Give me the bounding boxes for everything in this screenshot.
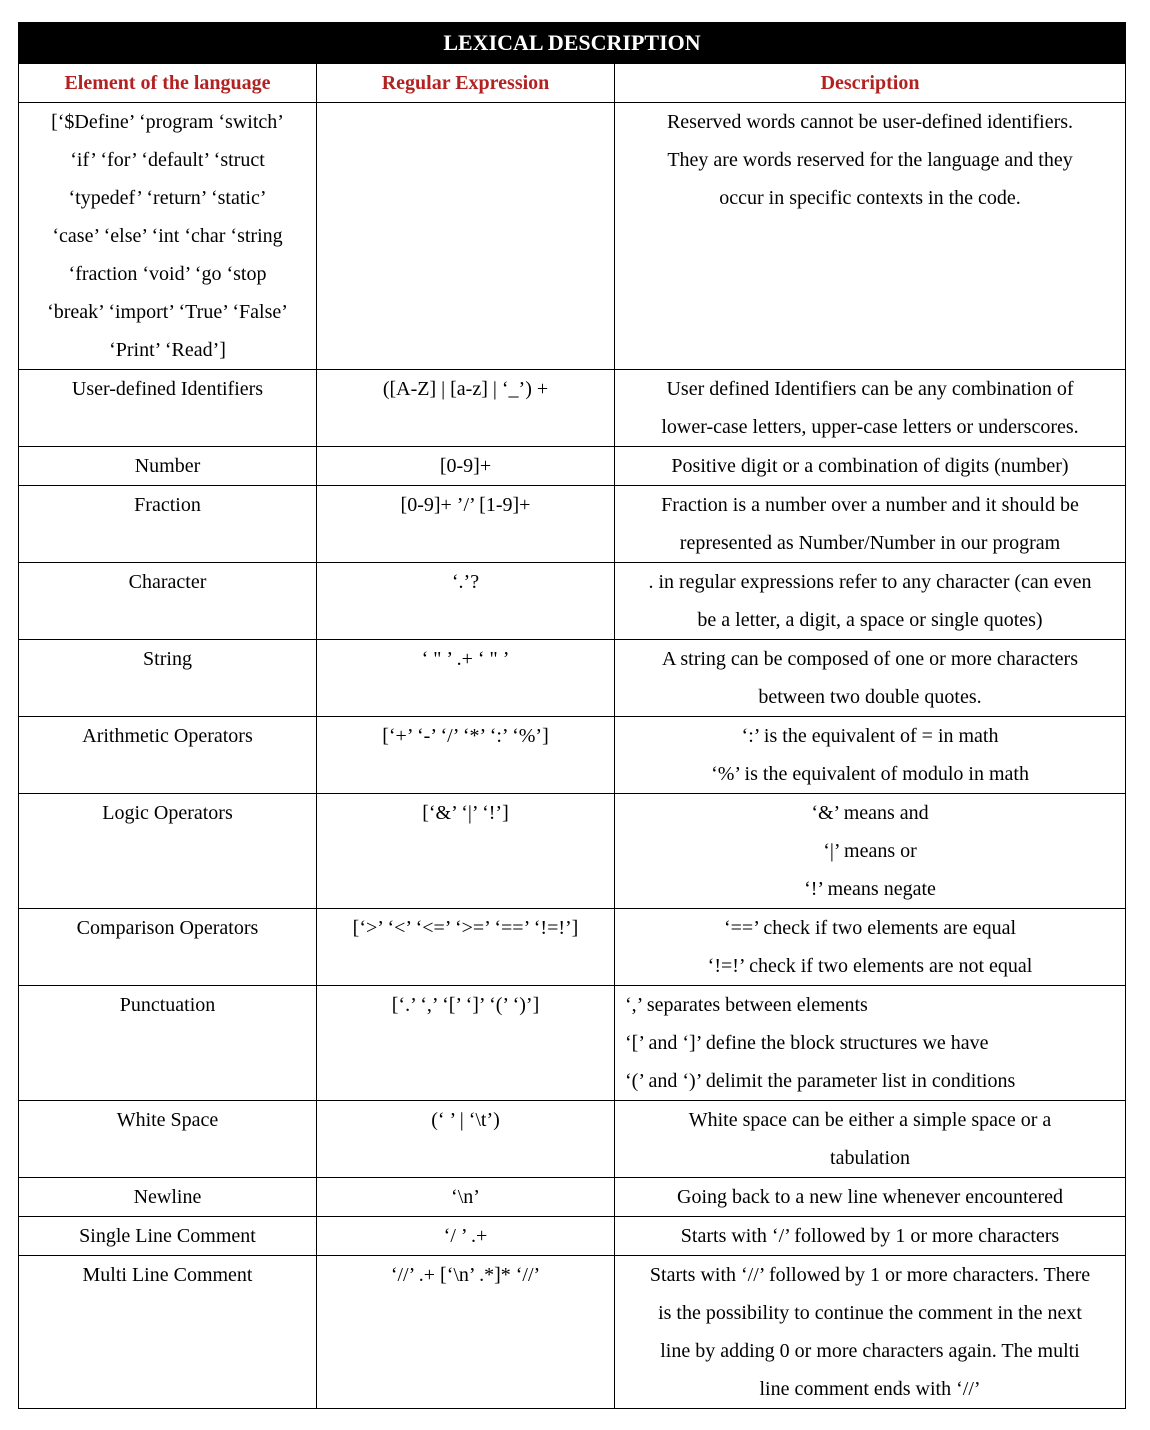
regex-cell	[317, 794, 615, 909]
description-line: Going back to a new line whenever encountered	[677, 1186, 1063, 1208]
description-cell	[615, 103, 1126, 370]
regex-cell	[317, 486, 615, 563]
description-cell	[615, 640, 1126, 717]
regex-cell	[317, 563, 615, 640]
element-cell	[19, 717, 317, 794]
regex-line: ‘\n’	[451, 1186, 480, 1208]
description-cell	[615, 1178, 1126, 1217]
element-cell	[19, 986, 317, 1101]
title-row	[19, 23, 1126, 64]
table-row	[19, 909, 1126, 986]
description-line: ‘(’ and ‘)’ delimit the parameter list in conditions	[625, 1070, 1016, 1092]
element-cell	[19, 1101, 317, 1178]
table-row	[19, 103, 1126, 370]
description-line: ‘%’ is the equivalent of modulo in math	[711, 763, 1029, 785]
description-line: ‘[’ and ‘]’ define the block structures we have	[625, 1032, 989, 1054]
table-row	[19, 986, 1126, 1101]
description-line: Starts with ‘//’ followed by 1 or more characters. There	[649, 1264, 1091, 1286]
description-line: ‘|’ means or	[823, 840, 917, 862]
description-cell	[615, 1217, 1126, 1256]
regex-line: [0-9]+	[439, 455, 492, 477]
element-cell	[19, 1256, 317, 1409]
regex-cell	[317, 909, 615, 986]
regex-line: ([A-Z] | [a-z] | ‘_’) +	[382, 378, 549, 400]
regex-line: ‘.’?	[451, 571, 480, 593]
element-line: ‘fraction ‘void’ ‘go ‘stop	[68, 263, 267, 285]
table-row	[19, 794, 1126, 909]
element-cell	[19, 486, 317, 563]
table-body	[19, 103, 1126, 1409]
description-line: They are words reserved for the language and they	[667, 149, 1073, 171]
description-line: Reserved words cannot be user-defined identifiers.	[666, 111, 1074, 133]
element-line: [‘$Define’ ‘program ‘switch’	[51, 111, 284, 133]
description-cell	[615, 1256, 1126, 1409]
regex-cell	[317, 447, 615, 486]
element-line: Punctuation	[119, 994, 216, 1016]
header-element: Element of the language	[19, 64, 317, 103]
element-cell	[19, 563, 317, 640]
description-line: ‘!’ means negate	[804, 878, 936, 900]
description-line: ‘&’ means and	[811, 802, 929, 824]
description-line: ‘:’ is the equivalent of = in math	[741, 725, 999, 747]
description-cell	[615, 794, 1126, 909]
regex-cell	[317, 370, 615, 447]
table-row	[19, 1101, 1126, 1178]
regex-line: (‘ ’ | ‘\t’)	[431, 1109, 500, 1131]
description-cell	[615, 1101, 1126, 1178]
description-cell	[615, 717, 1126, 794]
header-regex: Regular Expression	[317, 64, 615, 103]
element-line: White Space	[116, 1109, 219, 1131]
element-cell	[19, 370, 317, 447]
lexical-description-table	[18, 22, 1126, 1409]
element-line: Newline	[133, 1186, 202, 1208]
element-cell	[19, 794, 317, 909]
element-line: Single Line Comment	[79, 1225, 256, 1247]
description-line: ‘!=!’ check if two elements are not equal	[707, 955, 1033, 977]
element-line: ‘break’ ‘import’ ‘True’ ‘False’	[47, 301, 288, 323]
element-cell	[19, 447, 317, 486]
regex-line: ‘/ ’ .+	[443, 1225, 488, 1247]
description-line: . in regular expressions refer to any character (can even	[648, 571, 1092, 593]
description-cell	[615, 486, 1126, 563]
element-cell	[19, 1217, 317, 1256]
description-line: White space can be either a simple space or a	[688, 1109, 1052, 1131]
element-line: Arithmetic Operators	[82, 725, 253, 747]
table-row	[19, 717, 1126, 794]
description-line: Starts with ‘/’ followed by 1 or more characters	[680, 1225, 1060, 1247]
description-line: A string can be composed of one or more characters	[662, 648, 1078, 670]
regex-cell	[317, 1256, 615, 1409]
description-line: line comment ends with ‘//’	[759, 1378, 981, 1400]
regex-cell	[317, 1101, 615, 1178]
table-title: LEXICAL DESCRIPTION	[19, 23, 1126, 64]
regex-line: ‘ " ’ .+ ‘ " ’	[421, 648, 510, 670]
regex-line: [0-9]+ ’/’ [1-9]+	[400, 494, 531, 516]
description-line: Fraction is a number over a number and it should be	[661, 494, 1079, 516]
element-line: Comparison Operators	[76, 917, 259, 939]
description-line: be a letter, a digit, a space or single quotes)	[697, 609, 1043, 631]
description-cell	[615, 370, 1126, 447]
description-line: ‘,’ separates between elements	[625, 994, 868, 1016]
element-line: ‘typedef’ ‘return’ ‘static’	[68, 187, 267, 209]
element-line: Number	[134, 455, 201, 477]
element-line: Character	[128, 571, 207, 593]
header-description: Description	[615, 64, 1126, 103]
element-line: Multi Line Comment	[82, 1264, 253, 1286]
element-cell	[19, 1178, 317, 1217]
element-line: ‘if’ ‘for’ ‘default’ ‘struct	[70, 149, 265, 171]
table-row	[19, 1217, 1126, 1256]
element-line: ‘case’ ‘else’ ‘int ‘char ‘string	[52, 225, 283, 247]
regex-cell	[317, 1178, 615, 1217]
element-cell	[19, 103, 317, 370]
description-cell	[615, 986, 1126, 1101]
description-line: ‘==’ check if two elements are equal	[723, 917, 1017, 939]
table-row	[19, 370, 1126, 447]
description-line: occur in specific contexts in the code.	[719, 187, 1021, 209]
element-line: Fraction	[134, 494, 201, 516]
description-line: represented as Number/Number in our program	[679, 532, 1061, 554]
description-line: User defined Identifiers can be any combination of	[666, 378, 1074, 400]
table-row	[19, 447, 1126, 486]
description-line: between two double quotes.	[758, 686, 982, 708]
column-header-row	[19, 64, 1126, 103]
element-line: ‘Print’ ‘Read’]	[109, 339, 226, 361]
table-row	[19, 1256, 1126, 1409]
table-row	[19, 1178, 1126, 1217]
regex-cell	[317, 717, 615, 794]
regex-line: [‘>’ ‘<’ ‘<=’ ‘>=’ ‘==’ ‘!=!’]	[352, 917, 579, 939]
element-line: User-defined Identifiers	[71, 378, 264, 400]
regex-cell	[317, 986, 615, 1101]
regex-line: [‘&’ ‘|’ ‘!’]	[422, 802, 509, 824]
table-row	[19, 486, 1126, 563]
description-line: line by adding 0 or more characters again. The multi	[660, 1340, 1080, 1362]
description-cell	[615, 447, 1126, 486]
regex-line: ‘//’ .+ [‘\n’ .*]* ‘//’	[390, 1264, 541, 1286]
description-line: lower-case letters, upper-case letters or underscores.	[661, 416, 1079, 438]
regex-cell	[317, 1217, 615, 1256]
regex-cell	[317, 640, 615, 717]
description-cell	[615, 909, 1126, 986]
element-cell	[19, 909, 317, 986]
regex-line: [‘.’ ‘,’ ‘[’ ‘]’ ‘(’ ‘)’]	[391, 994, 540, 1016]
element-cell	[19, 640, 317, 717]
description-line: tabulation	[830, 1147, 910, 1169]
table-row	[19, 563, 1126, 640]
element-line: Logic Operators	[102, 802, 233, 824]
description-line: Positive digit or a combination of digits (number)	[671, 455, 1069, 477]
table-row	[19, 640, 1126, 717]
regex-cell	[317, 103, 615, 370]
description-line: is the possibility to continue the comment in the next	[658, 1302, 1082, 1324]
element-line: String	[143, 648, 192, 670]
description-cell	[615, 563, 1126, 640]
regex-line: [‘+’ ‘-’ ‘/’ ‘*’ ‘:’ ‘%’]	[382, 725, 549, 747]
